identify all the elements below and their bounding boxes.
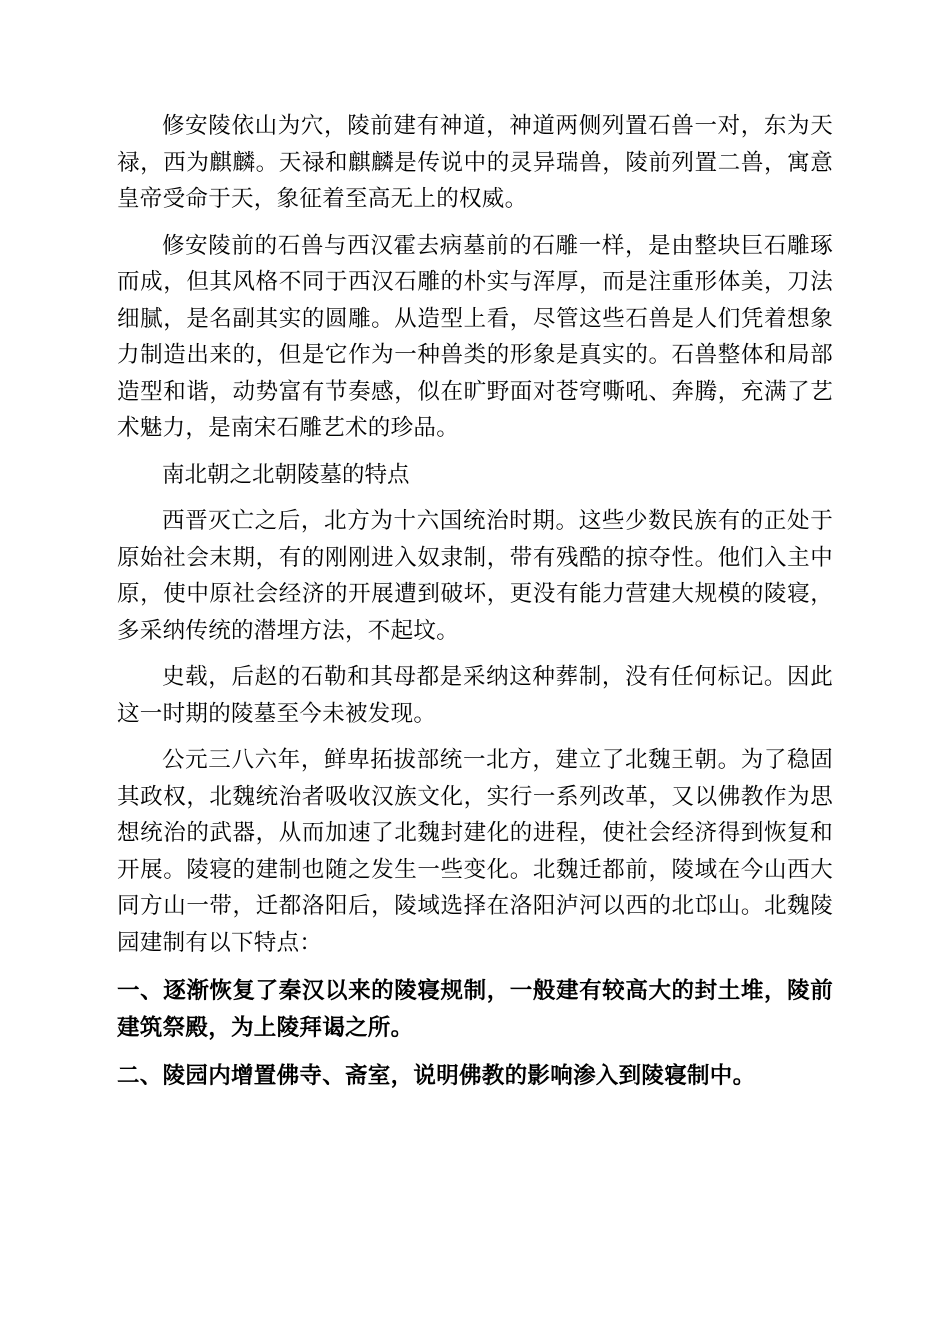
paragraph-sixteen-kingdoms: 西晋灭亡之后，北方为十六国统治时期。这些少数民族有的正处于原始社会末期，有的刚刚进入奴隶制，带有残酷的掠夺性。他们入主中原，使中原社会经济的开展遭到破坏，更没有能力营建大规模的陵寝，多采纳传统的潜埋方法，不起坟。 (117, 508, 833, 644)
paragraph-later-zhao: 史载，后赵的石勒和其母都是采纳这种葬制，没有任何标记。因此这一时期的陵墓至今未被发现。 (117, 664, 833, 727)
section-heading: 南北朝之北朝陵墓的特点 (162, 461, 410, 488)
paragraph-stone-beasts: 修安陵前的石兽与西汉霍去病墓前的石雕一样，是由整块巨石雕琢而成，但其风格不同于西汉石雕的朴实与浑厚，而是注重形体美，刀法细腻，是名副其实的圆雕。从造型上看，尽管这些石兽是人们凭着想象力制造出来的，但是它作为一种兽类的形象是真实的。石兽整体和局部造型和谐，动势富有节奏感，似在旷野面对苍穹嘶吼、奔腾，充满了艺术魅力，是南宋石雕艺术的珍品。 (117, 232, 833, 441)
paragraph-xiuan-ling-layout: 修安陵依山为穴，陵前建有神道，神道两侧列置石兽一对，东为天禄，西为麒麟。天禄和麒麟是传说中的灵异瑞兽，陵前列置二兽，寓意皇帝受命于天，象征着至高无上的权威。 (117, 113, 833, 212)
document-page (117, 108, 833, 1095)
point-item-1: 一、逐渐恢复了秦汉以来的陵寝规制，一般建有较高大的封土堆，陵前建筑祭殿，为上陵拜谒之所。 (117, 978, 833, 1041)
paragraph-northern-wei: 公元三八六年，鲜卑拓拔部统一北方，建立了北魏王朝。为了稳固其政权，北魏统治者吸收汉族文化，实行一系列改革，又以佛教作为思想统治的武器，从而加速了北魏封建化的进程，使社会经济得到恢复和开展。陵寝的建制也随之发生一些变化。北魏迁都前，陵域在今山西大同方山一带，迁都洛阳后，陵域选择在洛阳泸河以西的北邙山。北魏陵园建制有以下特点： (117, 747, 833, 956)
point-item-2: 二、陵园内增置佛寺、斋室，说明佛教的影响渗入到陵寝制中。 (117, 1063, 756, 1089)
